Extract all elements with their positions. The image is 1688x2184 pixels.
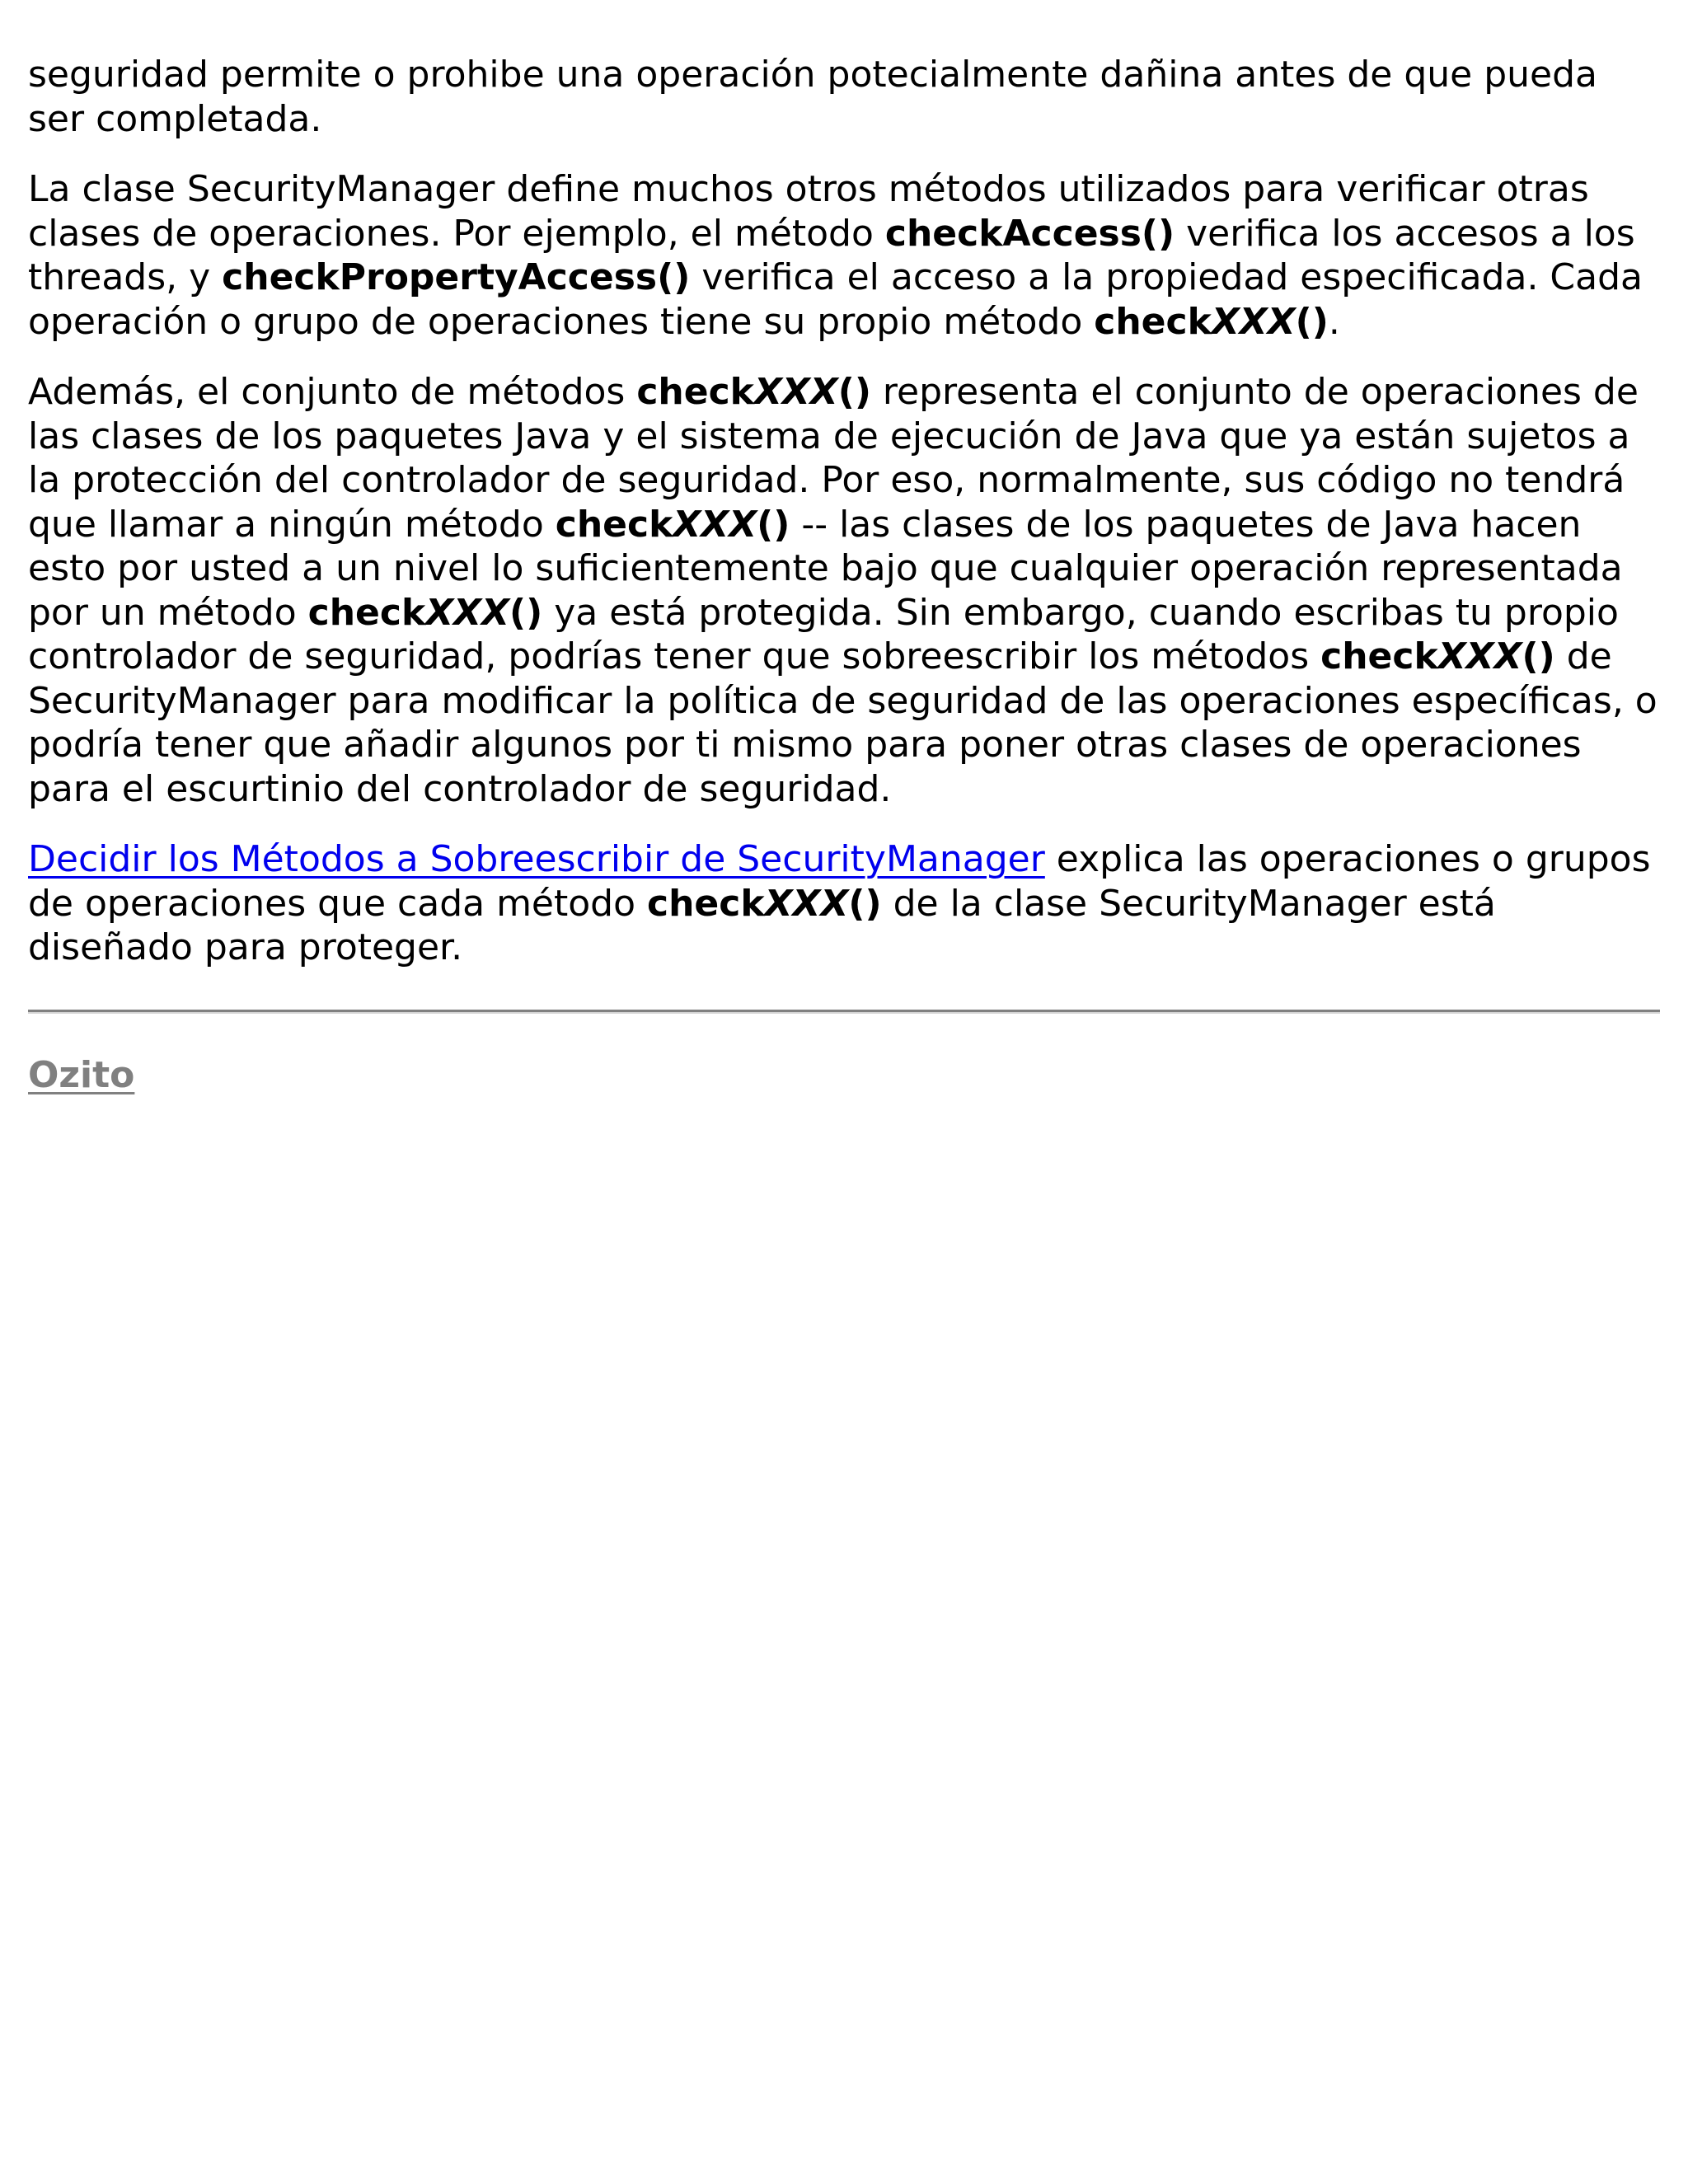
paragraph-intro-text: seguridad permite o prohibe una operación potecialmente dañina antes de que pueda ser completada.	[28, 54, 1597, 140]
code-parens: ()	[509, 591, 543, 634]
code-check-prefix: check	[647, 882, 765, 925]
code-xxx: XXX	[1211, 300, 1296, 343]
code-check-prefix: check	[636, 371, 754, 413]
link-decidir-metodos[interactable]: Decidir los Métodos a Sobreescribir de SecurityManager	[28, 838, 1045, 880]
paragraph-decide-methods	[28, 837, 1660, 970]
document-body	[28, 53, 1660, 1097]
paragraph-check-methods-overview	[28, 370, 1660, 811]
text-segment: ya está protegida. Sin embargo, cuando escribas tu propio controlador de seguridad, podrías tener que sobreescribir los métodos	[28, 591, 1619, 677]
code-check-property-access: checkPropertyAccess()	[222, 256, 691, 298]
code-check-xxx	[636, 371, 871, 413]
code-xxx: XXX	[1437, 635, 1522, 677]
code-check-xxx	[1094, 301, 1329, 343]
paragraph-security-manager-methods	[28, 167, 1660, 344]
code-check-prefix: check	[1094, 300, 1212, 343]
text-segment: de la clase SecurityManager está diseñado para proteger.	[28, 882, 1496, 968]
text-segment: representa el conjunto de operaciones de las clases de los paquetes Java y el sistema de ejecución de Java que ya están sujetos a la protección del controlador de seguridad. Por eso, normalmente, sus código no tendrá que llamar a ningún método	[28, 371, 1639, 546]
text-segment: -- las clases de los paquetes de Java hacen esto por usted a un nivel lo suficientemente bajo que cualquier operación representada por un método	[28, 503, 1623, 634]
code-parens: ()	[837, 371, 871, 413]
code-parens: ()	[848, 882, 882, 925]
text-segment: verifica el acceso a la propiedad especificada. Cada operación o grupo de operaciones tiene su propio método	[28, 256, 1643, 343]
text-segment: explica las operaciones o grupos de operaciones que cada método	[28, 838, 1651, 925]
code-check-prefix: check	[307, 591, 426, 634]
code-check-xxx	[1320, 635, 1555, 677]
text-segment: de SecurityManager para modificar la política de seguridad de las operaciones específicas, o podría tener que añadir algunos por ti mismo para poner otras clases de operaciones para el escurtinio del controlador de seguridad.	[28, 635, 1658, 810]
code-check-xxx	[308, 592, 543, 634]
code-parens: ()	[757, 503, 790, 546]
code-check-xxx	[647, 883, 882, 925]
code-check-xxx	[556, 504, 790, 546]
paragraph-intro	[28, 53, 1660, 141]
horizontal-rule	[28, 1010, 1660, 1014]
code-xxx: XXX	[425, 591, 509, 634]
code-parens: ()	[1522, 635, 1555, 677]
code-check-access: checkAccess()	[884, 212, 1175, 255]
text-segment: verifica los accesos a los threads, y	[28, 212, 1635, 298]
text-segment: .	[1328, 300, 1340, 343]
text-segment: Además, el conjunto de métodos	[28, 371, 637, 413]
footer-ozito-link[interactable]: Ozito	[28, 1053, 135, 1096]
code-xxx: XXX	[673, 503, 757, 546]
text-segment: La clase SecurityManager define muchos otros métodos utilizados para verificar otras clases de operaciones. Por ejemplo, el método	[28, 168, 1589, 255]
code-xxx: XXX	[764, 882, 849, 925]
code-xxx: XXX	[753, 371, 838, 413]
code-check-prefix: check	[1320, 635, 1438, 677]
code-check-prefix: check	[555, 503, 673, 546]
code-parens: ()	[1295, 300, 1329, 343]
